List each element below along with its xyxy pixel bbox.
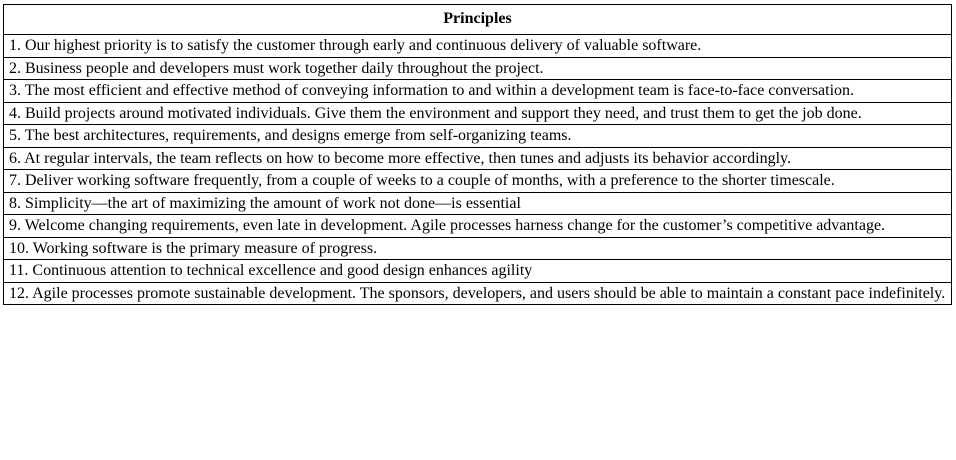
- principles-header: Principles: [4, 5, 952, 35]
- table-row: [4, 170, 952, 193]
- principle-cell: 5. The best architectures, requirements, and designs emerge from self-organizing teams.: [4, 125, 952, 148]
- principle-cell: 6. At regular intervals, the team reflects on how to become more effective, then tunes and adjusts its behavior accordingly.: [4, 147, 952, 170]
- table-row: [4, 282, 952, 305]
- principle-cell: 1. Our highest priority is to satisfy the customer through early and continuous delivery of valuable software.: [4, 35, 952, 58]
- header-row: [4, 5, 952, 35]
- principle-cell: 9. Welcome changing requirements, even late in development. Agile processes harness change for the customer’s competitive advantage.: [4, 215, 952, 238]
- table-row: [4, 215, 952, 238]
- principle-cell: 11. Continuous attention to technical excellence and good design enhances agility: [4, 260, 952, 283]
- table-row: [4, 35, 952, 58]
- principle-cell: 4. Build projects around motivated individuals. Give them the environment and support they need, and trust them to get the job done.: [4, 102, 952, 125]
- table-row: [4, 102, 952, 125]
- principles-table: [3, 4, 952, 305]
- table-row: [4, 80, 952, 103]
- table-row: [4, 192, 952, 215]
- principle-cell: 8. Simplicity—the art of maximizing the amount of work not done—is essential: [4, 192, 952, 215]
- table-row: [4, 260, 952, 283]
- principle-cell: 10. Working software is the primary measure of progress.: [4, 237, 952, 260]
- principle-cell: 12. Agile processes promote sustainable development. The sponsors, developers, and users should be able to maintain a constant pace indefinitely.: [4, 282, 952, 305]
- principle-cell: 7. Deliver working software frequently, from a couple of weeks to a couple of months, with a preference to the shorter timescale.: [4, 170, 952, 193]
- principle-cell: 2. Business people and developers must work together daily throughout the project.: [4, 57, 952, 80]
- table-row: [4, 237, 952, 260]
- principle-cell: 3. The most efficient and effective method of conveying information to and within a development team is face-to-face conversation.: [4, 80, 952, 103]
- table-row: [4, 57, 952, 80]
- table-row: [4, 125, 952, 148]
- table-row: [4, 147, 952, 170]
